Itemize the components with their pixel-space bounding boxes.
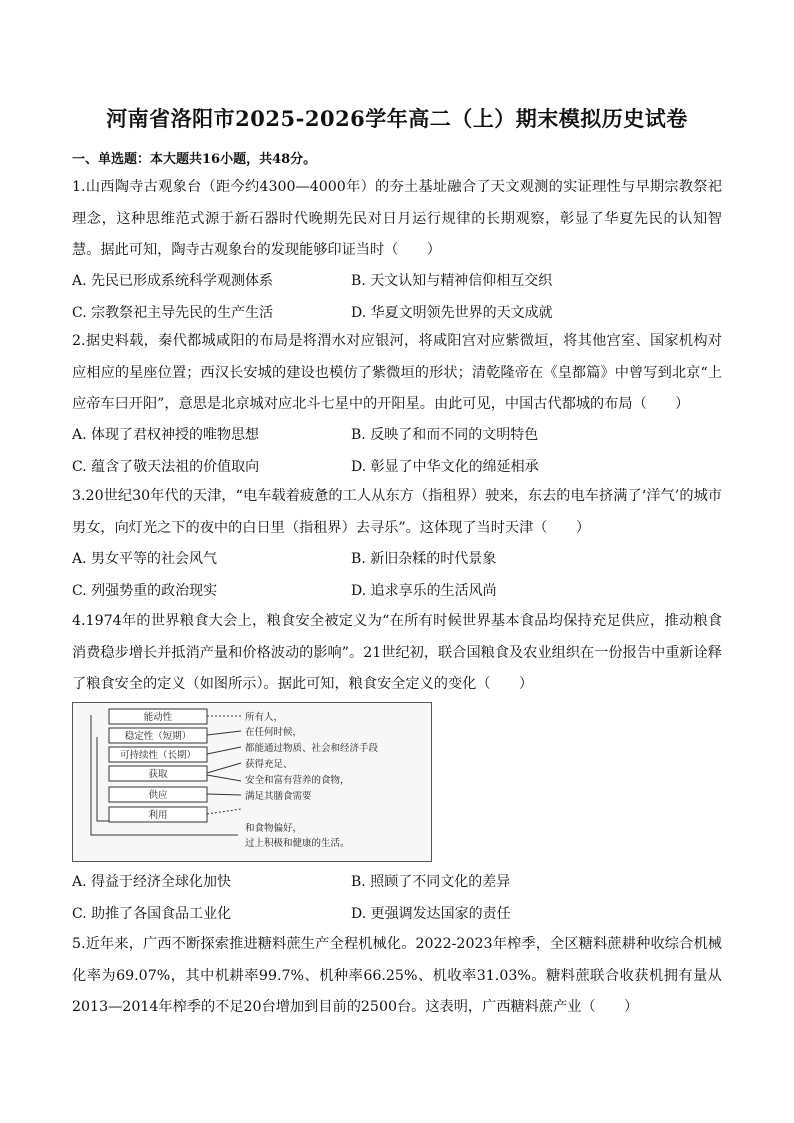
svg-text:能动性: 能动性 [143, 712, 173, 723]
figure-note-7: 和食物偏好， [245, 823, 303, 834]
figure-note-8: 过上积极和健康的生活。 [245, 838, 350, 849]
option-c: C. 蕴含了敬天法祖的价值取向 [72, 458, 260, 475]
option-a: A. 体现了君权神授的唯物思想 [72, 427, 260, 443]
svg-text:供应: 供应 [148, 790, 168, 801]
figure-box-6 [109, 807, 207, 822]
svg-text:稳定性（短期）: 稳定性（短期） [124, 731, 192, 742]
svg-text:可持续性（长期）: 可持续性（长期） [119, 750, 197, 761]
option-c: C. 列强势重的政治现实 [72, 582, 218, 599]
figure-note-5: 安全和富有营养的食物， [245, 775, 350, 786]
option-b: B. 新旧杂糅的时代景象 [351, 551, 497, 567]
option-a: A. 先民已形成系统科学观测体系 [72, 273, 274, 289]
figure-note-4: 获得充足、 [245, 759, 293, 770]
figure-box-1 [109, 709, 207, 724]
figure-note-6: 满足其膳食需要 [245, 791, 312, 802]
option-b: B. 照顾了不同文化的差异 [351, 874, 511, 890]
option-c: C. 助推了各国食品工业化 [72, 905, 232, 922]
question-1-options [72, 266, 722, 329]
option-b: B. 天文认知与精神信仰相互交织 [351, 273, 553, 289]
option-a: A. 得益于经济全球化加快 [72, 874, 232, 890]
svg-text:利用: 利用 [148, 810, 168, 821]
figure-note-3: 都能通过物质、社会和经济手段 [245, 743, 379, 754]
question-2-options [72, 420, 722, 483]
figure-note-1: 所有人， [245, 712, 284, 723]
option-d: D. 华夏文明领先世界的天文成就 [351, 304, 553, 321]
figure-box-3 [109, 747, 207, 762]
svg-text:获取: 获取 [148, 769, 168, 780]
exam-title: 河南省洛阳市2025-2026学年高二（上）期末模拟历史试卷 [106, 106, 688, 131]
question-3-stem: 3.20世纪30年代的天津，“电车载着疲惫的工人从东方（指租界）驶来，东去的电车挤满了‘洋气’的城市男女，向灯光之下的夜中的白日里（指租界）去寻乐”。这体现了当时天津（ ） [72, 488, 722, 536]
option-d: D. 追求享乐的生活风尚 [351, 582, 497, 599]
section-heading: 一、单选题：本大题共16小题，共48分。 [72, 152, 317, 167]
option-b: B. 反映了和而不同的文明特色 [351, 427, 539, 443]
figure-box-5 [109, 787, 207, 802]
option-d: D. 彰显了中华文化的绵延相承 [351, 458, 539, 475]
option-d: D. 更强调发达国家的责任 [351, 905, 511, 922]
option-a: A. 男女平等的社会风气 [72, 551, 218, 567]
option-c: C. 宗教祭祀主导先民的生产生活 [72, 304, 274, 321]
question-1-stem: 1.山西陶寺古观象台（距今约4300—4000年）的夯土基址融合了天文观测的实证理性与早期宗教祭祀理念，这种思维范式源于新石器时代晚期先民对日月运行规律的长期观察，彰显了华夏先民的认知智慧。据此可知，陶寺古观象台的发现能够印证当时（ ） [72, 179, 722, 258]
question-3-options [72, 544, 722, 607]
figure-box-2 [109, 728, 207, 743]
figure-note-2: 在任何时候， [245, 727, 303, 738]
question-5-stem: 5.近年来，广西不断探索推进糖料蔗生产全程机械化。2022-2023年榨季，全区糖料蔗耕种收综合机械化率为69.07%，其中机耕率99.7%、机种率66.25%、机收率31.03%。糖料蔗联合收获机拥有量从2013—2014年榨季的不足20台增加到目前的2500台。这表明，广西糖料蔗产业（ ） [72, 936, 722, 1015]
figure-box-4 [109, 766, 207, 781]
question-2-stem: 2.据史料载，秦代都城咸阳的布局是将渭水对应银河，将咸阳宫对应紫微垣，将其他宫室、国家机构对应相应的星座位置；西汉长安城的建设也模仿了紫微垣的形状；清乾隆帝在《皇都篇》中曾写到北京“上应帝车曰开阳”，意思是北京城对应北斗七星中的开阳星。由此可见，中国古代都城的布局（ ） [72, 333, 722, 412]
question-4-stem: 4.1974年的世界粮食大会上，粮食安全被定义为“在所有时候世界基本食品均保持充足供应，推动粮食消费稳步增长并抵消产量和价格波动的影响”。21世纪初，联合国粮食及农业组织在一份报告中重新诠释了粮食安全的定义（如图所示）。据此可知，粮食安全定义的变化（ ） [72, 613, 722, 692]
question-4-options [72, 867, 722, 930]
food-security-definition-figure [72, 702, 432, 862]
